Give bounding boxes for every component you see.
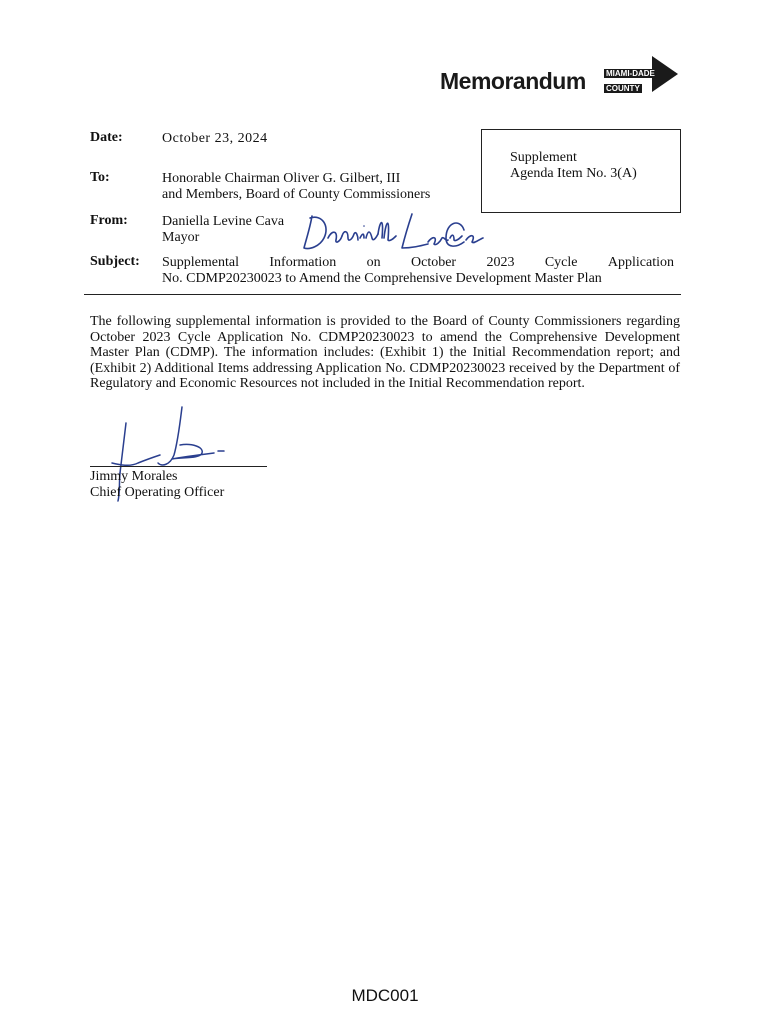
subject-word: Cycle	[544, 255, 578, 270]
body-paragraph: The following supplemental information is provided to the Board of County Commissioners regarding October 2023 Cycle Application No. CDMP20230023 to amend the Comprehensive Development Master Plan (CDMP). The information includes: (Exhibit 1) the Initial Recommendation report; and (Exhibit 2) Additional Items addressing Application No. CDMP20230023 received by the Department of Regulatory and Economic Resources not included in the Initial Recommendation report.	[90, 314, 680, 391]
from-label: From:	[90, 213, 128, 228]
subject-word: Information	[269, 255, 337, 270]
memo-title: Memorandum	[440, 68, 586, 94]
miami-dade-county-logo	[602, 56, 680, 94]
from-value	[162, 214, 284, 246]
to-value	[162, 171, 430, 203]
subject-line-2: No. CDMP20230023 to Amend the Comprehensive Development Master Plan	[162, 271, 602, 286]
subject-label: Subject:	[90, 254, 140, 269]
body-paragraph-container	[90, 314, 680, 392]
subject-word: on	[366, 255, 381, 270]
subject-word: October	[411, 255, 457, 270]
subject-word: Application	[607, 255, 674, 270]
date-value: October 23, 2024	[162, 131, 268, 146]
agenda-box-line-1: Supplement	[510, 150, 577, 165]
subject-word: 2023	[486, 255, 515, 270]
header-divider	[84, 294, 681, 295]
from-line-2: Mayor	[162, 230, 200, 245]
agenda-box-line-2: Agenda Item No. 3(A)	[510, 166, 637, 181]
signer-block	[90, 469, 224, 500]
to-label: To:	[90, 170, 110, 185]
signature-line	[90, 466, 267, 467]
subject-value	[162, 255, 674, 287]
logo-line-2: COUNTY	[606, 84, 640, 93]
logo-line-1: MIAMI-DADE	[606, 69, 655, 78]
to-line-1: Honorable Chairman Oliver G. Gilbert, III	[162, 171, 401, 186]
date-label: Date:	[90, 130, 123, 145]
subject-line-1	[162, 255, 674, 271]
from-line-1: Daniella Levine Cava	[162, 214, 285, 229]
signer-title: Chief Operating Officer	[90, 484, 225, 500]
document-code: MDC001	[351, 986, 419, 1005]
agenda-item-box	[481, 129, 681, 213]
to-line-2: and Members, Board of County Commissioners	[162, 187, 431, 202]
mayor-signature	[300, 208, 485, 256]
signer-name: Jimmy Morales	[90, 469, 178, 484]
subject-word: Supplemental	[162, 255, 239, 270]
